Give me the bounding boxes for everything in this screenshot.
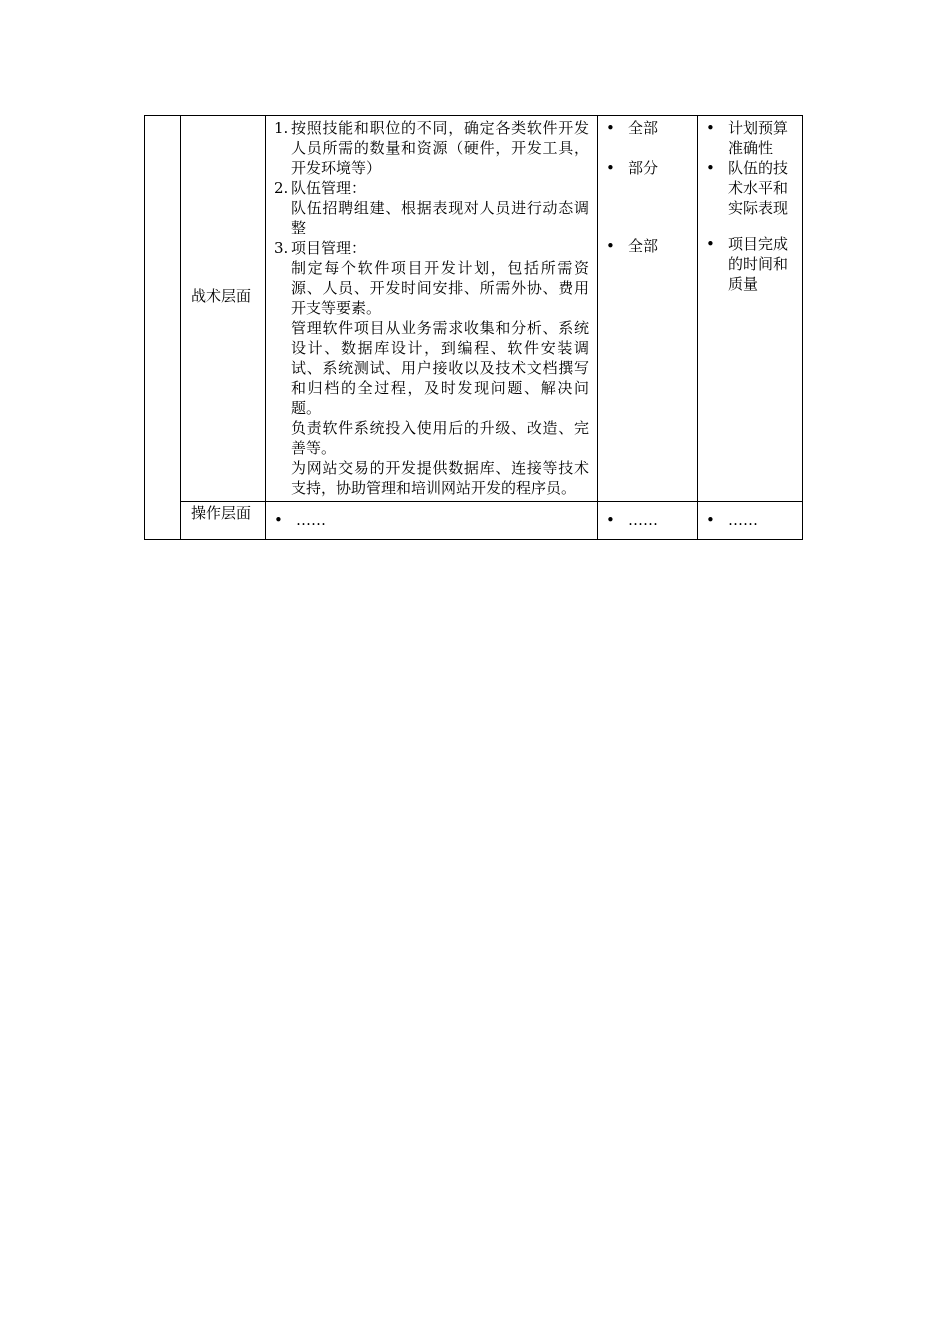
measure-cell-tactical [698,116,803,502]
numbered-item-2 [274,178,589,198]
bullet-icon: • [706,159,715,177]
item-number: 2. [274,179,289,197]
bullet-icon: • [274,511,283,529]
scope-text: 全部 [628,237,659,255]
bullet-icon: • [606,511,615,529]
bullet-icon: • [606,159,615,177]
table-row-operational [145,502,803,540]
measure-bullet-item [706,158,798,218]
scope-text: …… [628,511,658,529]
numbered-item-3 [274,238,589,258]
measure-text: 队伍的技术水平和实际表现 [728,159,789,217]
level-cell-operational [181,502,266,540]
level-label-operational: 操作层面 [191,504,252,522]
bullet-icon: • [606,119,615,137]
measure-cell-operational [698,502,803,540]
scope-cell-operational [598,502,698,540]
item-paragraph: 为网站交易的开发提供数据库、连接等技术支持，协助管理和培训网站开发的程序员。 [291,459,589,497]
measure-text: 计划预算准确性 [728,119,789,157]
scope-text: 全部 [628,119,659,137]
item-body: 队伍招聘组建、根据表现对人员进行动态调整 [291,199,589,237]
content-text: …… [296,511,326,529]
measure-bullet-item [698,502,802,536]
measure-bullet-item [706,234,798,294]
left-merged-cell [145,116,181,540]
content-cell-tactical [266,116,598,502]
item-title: 队伍管理： [291,179,367,197]
bullet-icon: • [706,235,715,253]
item-paragraph: 制定每个软件项目开发计划，包括所需资源、人员、开发时间安排、所需外协、费用开支等要素。 [291,259,589,317]
bullet-icon: • [706,511,715,529]
numbered-item-1 [274,118,589,178]
scope-bullet-item [598,502,697,536]
scope-cell-tactical [598,116,698,502]
item-number: 3. [274,239,289,257]
item-paragraph: 负责软件系统投入使用后的升级、改造、完善等。 [291,419,589,457]
content-cell-operational [266,502,598,540]
bullet-icon: • [606,237,615,255]
scope-text: 部分 [628,159,659,177]
item-paragraph: 管理软件项目从业务需求收集和分析、系统设计、数据库设计，到编程、软件安装调试、系统测试、用户接收以及技术文档撰写和归档的全过程，及时发现问题、解决问题。 [291,319,589,417]
level-label-tactical: 战术层面 [191,287,252,305]
scope-bullet-item [606,236,693,256]
responsibility-table [144,115,803,540]
scope-bullet-item [606,158,693,178]
item-number: 1. [274,119,289,137]
measure-bullet-item [706,118,798,158]
content-bullet-item [266,502,597,536]
scope-bullet-item [606,118,693,138]
level-cell-tactical [181,116,266,502]
measure-text: …… [728,511,758,529]
measure-text: 项目完成的时间和质量 [728,235,789,293]
bullet-icon: • [706,119,715,137]
item-text: 按照技能和职位的不同，确定各类软件开发人员所需的数量和资源（硬件，开发工具，开发环境等） [291,119,589,177]
item-title: 项目管理： [291,239,367,257]
table-row-tactical [145,116,803,502]
